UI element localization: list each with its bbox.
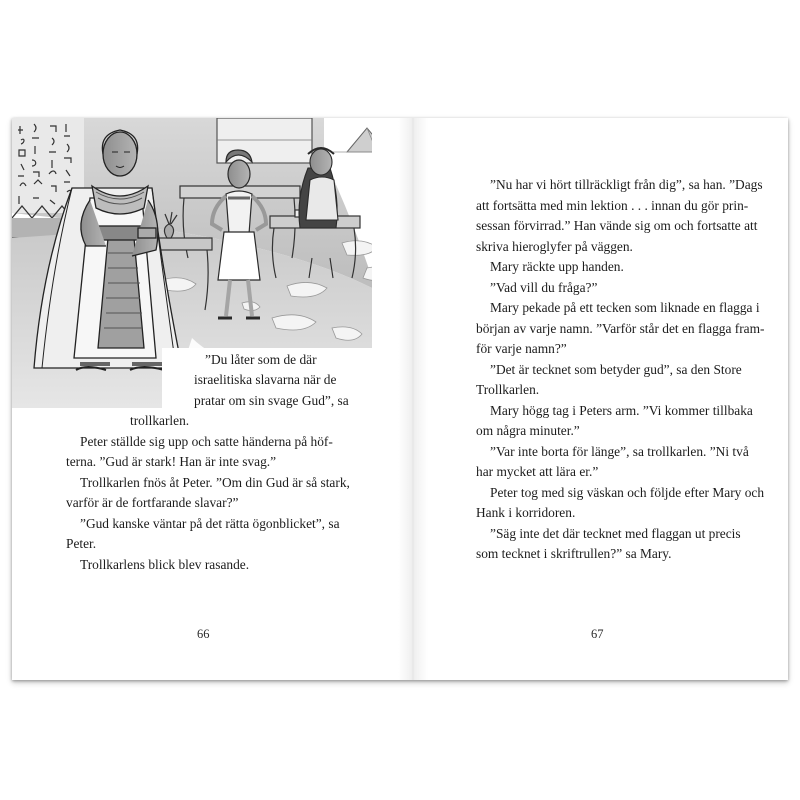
body-line: Trollkarlen. [476,382,540,397]
caption-line: ”Du låter som de där [205,352,317,367]
egyptian-classroom-illustration [12,118,392,408]
body-line: varför är de fortfarande slavar?” [66,495,239,510]
body-line: som tecknet i skriftrullen?” sa Mary. [476,546,672,561]
body-line: Mary pekade på ett tecken som liknade en flagga i [490,300,760,315]
caption-line: pratar om sin svage Gud”, sa [194,393,349,408]
caption-line: trollkarlen. [130,413,190,428]
body-line: ”Det är tecknet som betyder gud”, sa den Store [490,362,742,377]
body-line: Mary räckte upp handen. [490,259,624,274]
book-spread [12,118,788,680]
book-gutter [398,118,428,680]
vase [164,224,173,238]
body-line: ”Var inte borta för länge”, sa trollkarlen. ”Ni två [490,444,749,459]
page-number-left: 66 [197,627,210,641]
body-line: Peter tog med sig väskan och följde efter Mary och [490,485,765,500]
body-line: ”Gud kanske väntar på det rätta ögonblicket”, sa [80,516,340,531]
body-line: Peter ställde sig upp och satte händerna på höf- [80,434,333,449]
body-line: ”Vad vill du fråga?” [490,280,598,295]
magician-head [103,132,137,176]
body-line: skriva hieroglyfer på väggen. [476,239,633,254]
body-line: Mary högg tag i Peters arm. ”Vi kommer tillbaka [490,403,753,418]
body-line: Peter. [66,536,97,551]
body-line: början av varje namn. ”Varför står det en flagga fram- [476,321,765,336]
body-line: sessan förvirrad.” Han vände sig om och fortsatte att [476,218,758,233]
page-number-right: 67 [591,627,604,641]
body-line: terna. ”Gud är stark! Han är inte svag.” [66,454,277,469]
body-line: Trollkarlen fnös åt Peter. ”Om din Gud är så stark, [80,475,350,490]
body-line: Trollkarlens blick blev rasande. [80,557,250,572]
body-line: har mycket att lära er.” [476,464,599,479]
body-line: ”Säg inte det där tecknet med flaggan ut precis [490,526,741,541]
body-line: ”Nu har vi hört tillräckligt från dig”, sa han. ”Dags [490,177,763,192]
body-line: att fortsätta med min lektion . . . innan du gör prin- [476,198,749,213]
body-line: om några minuter.” [476,423,580,438]
body-line: Hank i korridoren. [476,505,576,520]
body-line: för varje namn?” [476,341,567,356]
caption-line: israelitiska slavarna när de [194,372,337,387]
